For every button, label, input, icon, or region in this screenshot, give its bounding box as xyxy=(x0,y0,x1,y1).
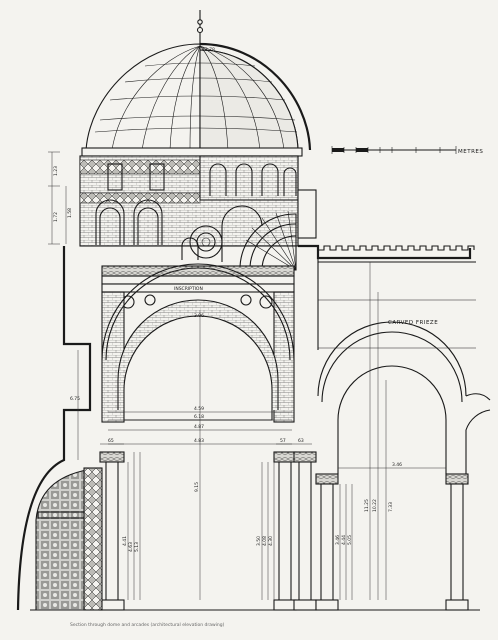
dim-drum-2: 1.72 xyxy=(54,211,59,222)
dim-wall-height: 6.75 xyxy=(70,397,81,402)
scale-bar xyxy=(332,146,483,155)
dim-right-span: 3.46 xyxy=(392,463,403,468)
dim-drum-3: 1.58 xyxy=(68,207,73,218)
dim-right-h-2: 10.22 xyxy=(373,499,378,512)
dim-pier-left: 65 xyxy=(108,439,114,444)
dim-span-2: 6.18 xyxy=(194,415,205,420)
right-arcade xyxy=(318,262,490,600)
dim-col-5: 4.08 xyxy=(263,535,268,546)
buttress-upper xyxy=(298,190,316,238)
dim-pier-mid-1: 57 xyxy=(280,439,286,444)
dome xyxy=(82,10,310,156)
drum-lozenge-band xyxy=(80,160,200,174)
figure-caption: Section through dome and arcades (architectural elevation drawing) xyxy=(70,623,225,628)
dim-dome-top: 13.78 xyxy=(202,48,215,53)
dim-col-2: 4.63 xyxy=(129,541,134,552)
columns xyxy=(100,452,468,610)
finial-ball xyxy=(198,20,202,24)
dim-right-col-2: 4.44 xyxy=(342,534,347,545)
dim-drum-1: 1.23 xyxy=(54,165,59,176)
dim-right-col-3: 5.05 xyxy=(348,534,353,545)
dim-col-4: 3.50 xyxy=(257,535,262,546)
dim-right-col-1: 3.46 xyxy=(336,534,341,545)
dim-pier-mid-2: 63 xyxy=(298,439,304,444)
dim-col-6: 4.30 xyxy=(269,535,274,546)
drum-dimensions xyxy=(48,152,73,244)
dim-span-4: 4.83 xyxy=(194,439,205,444)
scale-unit-label: METRES xyxy=(458,149,484,155)
dim-right-h-3: 7.33 xyxy=(389,501,394,512)
dim-span-3: 4.87 xyxy=(194,425,205,430)
dim-span-1: 4.59 xyxy=(194,407,205,412)
dim-col-1: 4.41 xyxy=(123,535,128,546)
tiled-dado-panel xyxy=(36,468,102,610)
dim-arch-radius: 3.96 xyxy=(194,314,205,319)
dome-base-ring xyxy=(82,148,302,156)
inscription-label: INSCRIPTION xyxy=(174,287,203,292)
drum xyxy=(80,156,316,270)
dim-col-3: 5.13 xyxy=(135,541,140,552)
carved-frieze-label: CARVED FRIEZE xyxy=(388,320,439,326)
dim-central-height: 9.15 xyxy=(195,481,200,492)
dim-right-h-1: 11.25 xyxy=(365,499,370,512)
